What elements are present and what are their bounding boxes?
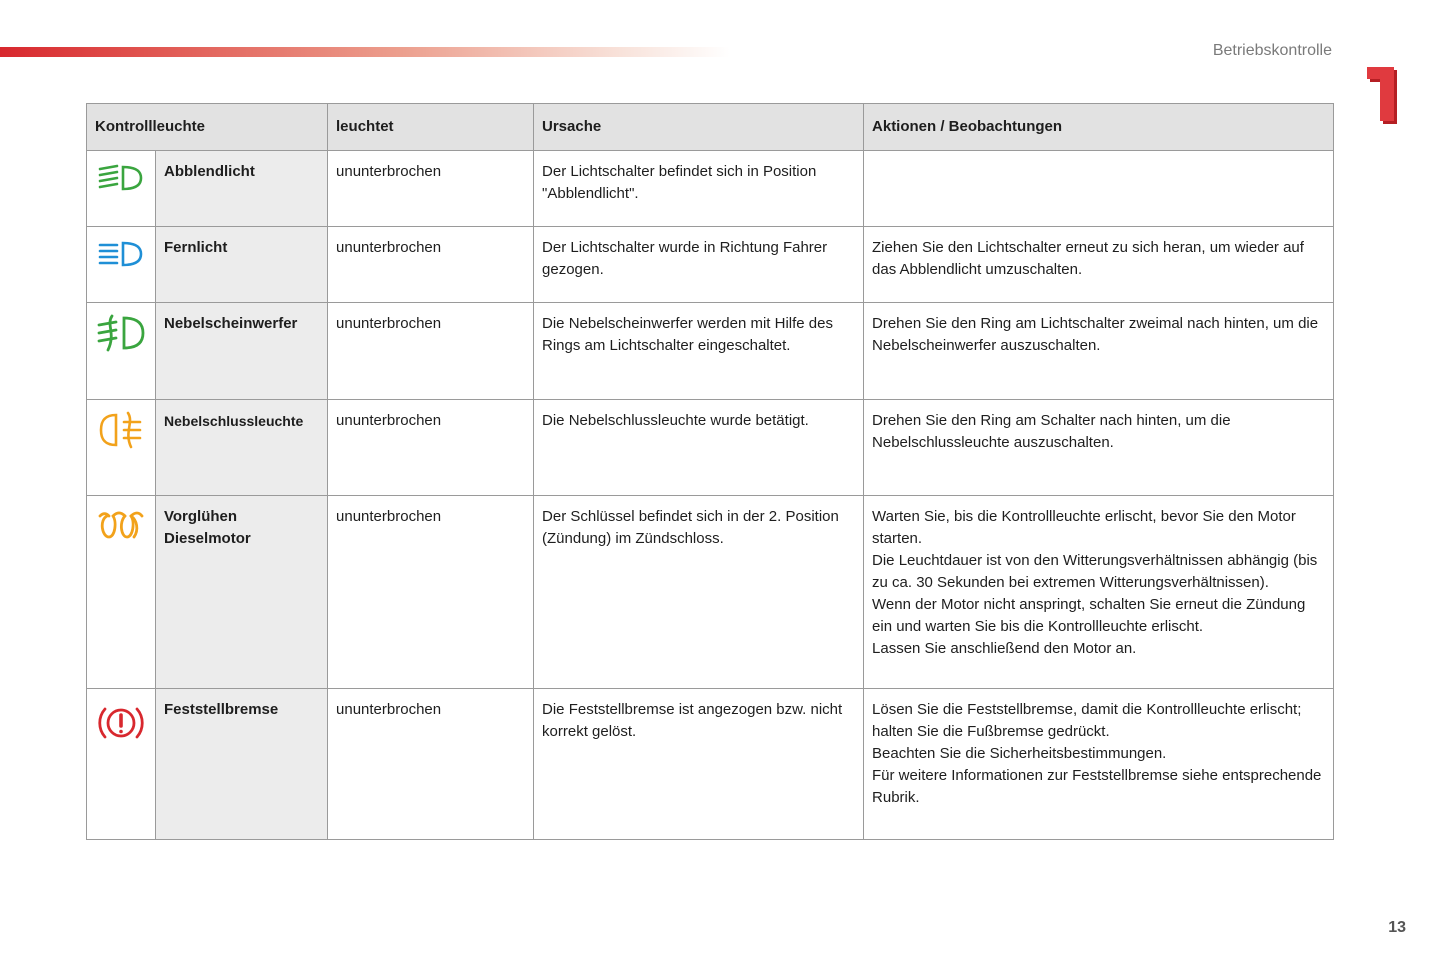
light-name: Nebelschlussleuchte xyxy=(156,400,328,496)
warning-lights-table xyxy=(86,103,1334,840)
table-row xyxy=(87,303,1334,400)
light-cause: Der Lichtschalter wurde in Richtung Fahrer gezogen. xyxy=(534,227,864,303)
column-header: Aktionen / Beobachtungen xyxy=(864,104,1334,151)
light-state: ununterbrochen xyxy=(328,227,534,303)
light-cause: Die Nebelscheinwerfer werden mit Hilfe des Rings am Lichtschalter eingeschaltet. xyxy=(534,303,864,400)
column-header: leuchtet xyxy=(328,104,534,151)
light-cause: Die Feststellbremse ist angezogen bzw. nicht korrekt gelöst. xyxy=(534,689,864,840)
table-row xyxy=(87,689,1334,840)
rear-fog-lamp-icon xyxy=(98,410,144,450)
light-actions: Drehen Sie den Ring am Schalter nach hinten, um die Nebelschlussleuchte auszuschalten. xyxy=(864,400,1334,496)
page-number: 13 xyxy=(1388,919,1406,936)
parking-brake-icon xyxy=(96,703,146,743)
light-state: ununterbrochen xyxy=(328,400,534,496)
light-cause: Der Lichtschalter befindet sich in Position "Abblendlicht". xyxy=(534,151,864,227)
light-actions: Ziehen Sie den Lichtschalter erneut zu sich heran, um wieder auf das Abblendlicht umzuschalten. xyxy=(864,227,1334,303)
table-row xyxy=(87,496,1334,689)
table-row xyxy=(87,400,1334,496)
light-actions: Warten Sie, bis die Kontrollleuchte erlischt, bevor Sie den Motor starten. Die Leuchtdauer ist von den Witterungsverhältnissen abhängig (bis zu ca. 30 Sekunden bei extremen Witterungsverhältnissen). Wenn der Motor nicht anspringt, schalten Sie erneut die Zündung ein und warten Sie bis die Kontrollleuchte erlischt. Lassen Sie anschließend den Motor an. xyxy=(864,496,1334,689)
chapter-number xyxy=(1364,66,1400,128)
section-title: Betriebskontrolle xyxy=(1212,42,1332,59)
light-name: Vorglühen Dieselmotor xyxy=(156,496,328,689)
light-state: ununterbrochen xyxy=(328,496,534,689)
table-header-row xyxy=(87,104,1334,151)
light-name: Fernlicht xyxy=(156,227,328,303)
light-name: Abblendlicht xyxy=(156,151,328,227)
light-state: ununterbrochen xyxy=(328,151,534,227)
table-row xyxy=(87,227,1334,303)
light-cause: Die Nebelschlussleuchte wurde betätigt. xyxy=(534,400,864,496)
light-actions xyxy=(864,151,1334,227)
header-accent-bar xyxy=(0,47,730,57)
table-row xyxy=(87,151,1334,227)
light-cause: Der Schlüssel befindet sich in der 2. Position (Zündung) im Zündschloss. xyxy=(534,496,864,689)
glow-plug-icon xyxy=(97,510,145,540)
high-beam-icon xyxy=(97,237,145,271)
column-header: Kontrollleuchte xyxy=(87,104,328,151)
light-actions: Lösen Sie die Feststellbremse, damit die Kontrollleuchte erlischt; halten Sie die Fußbremse gedrückt. Beachten Sie die Sicherheitsbestimmungen. Für weitere Informationen zur Feststellbremse siehe entsprechende Rubrik. xyxy=(864,689,1334,840)
light-state: ununterbrochen xyxy=(328,303,534,400)
column-header: Ursache xyxy=(534,104,864,151)
low-beam-icon xyxy=(97,161,145,195)
light-state: ununterbrochen xyxy=(328,689,534,840)
light-actions: Drehen Sie den Ring am Lichtschalter zweimal nach hinten, um die Nebelscheinwerfer auszuschalten. xyxy=(864,303,1334,400)
light-name: Feststellbremse xyxy=(156,689,328,840)
front-fog-lamp-icon xyxy=(96,313,146,353)
light-name: Nebelscheinwerfer xyxy=(156,303,328,400)
